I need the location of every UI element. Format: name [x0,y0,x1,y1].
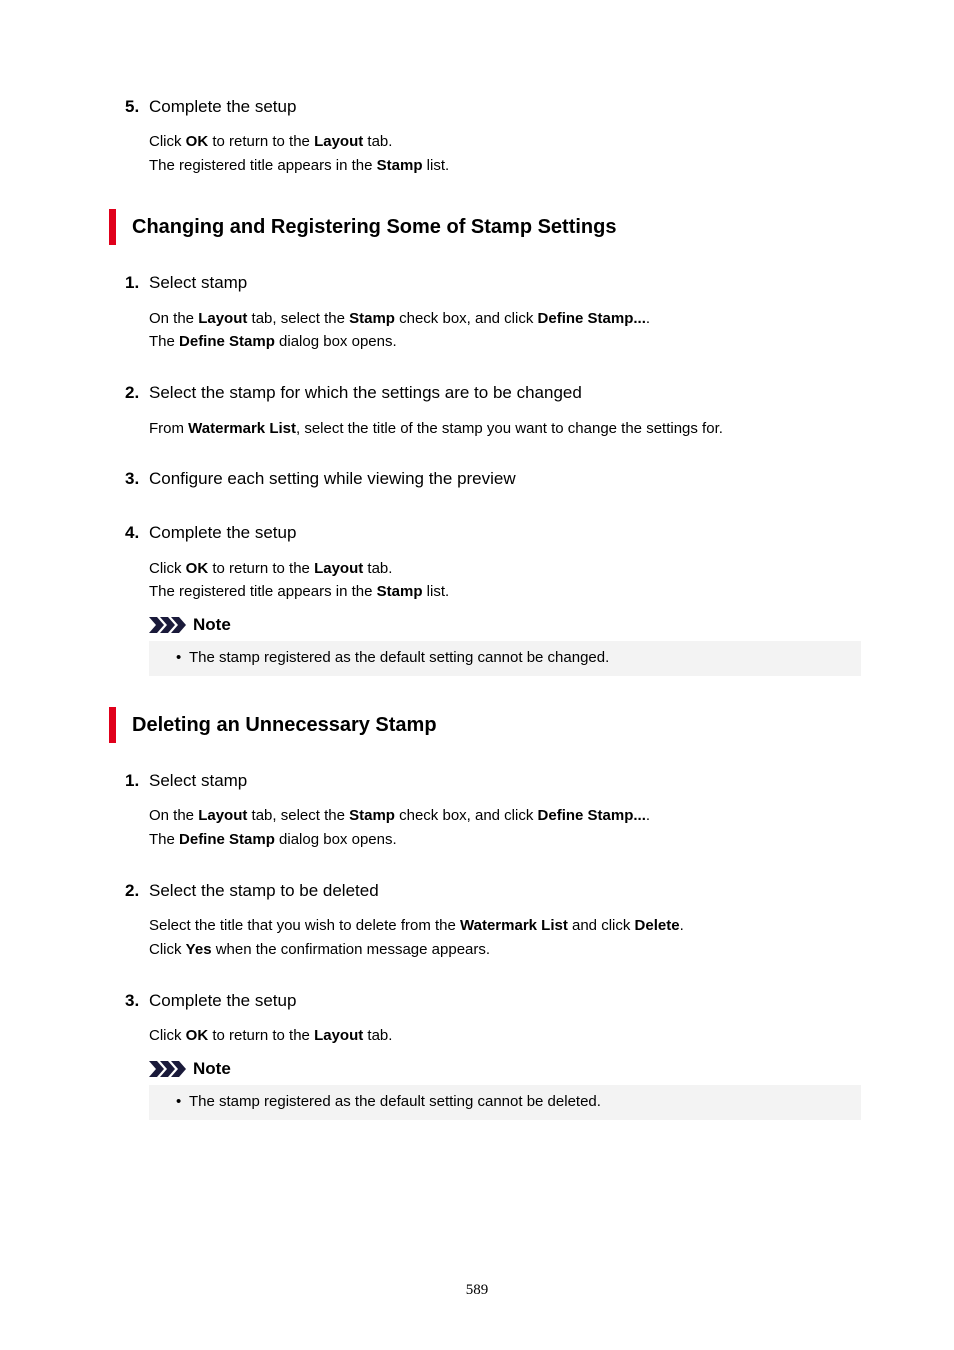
instruction-line: Click OK to return to the Layout tab. [149,1027,393,1044]
instruction-line: On the Layout tab, select the Stamp check box, and click Define Stamp.... [149,807,651,824]
note-heading [149,614,231,636]
step-text: Complete the setup [149,97,297,116]
bullet: • [176,649,182,666]
instruction-line: The registered title appears in the Stamp list. [149,157,450,174]
step-4-title: 4. Complete the setup [125,523,297,542]
stamp-term: Stamp [376,157,423,174]
heading-bar [109,707,116,743]
note-label: Note [193,615,231,634]
instruction-line: From Watermark List, select the title of the stamp you want to change the settings for. [149,420,723,437]
instruction-line: The Define Stamp dialog box opens. [149,333,397,350]
note-box [149,1085,861,1120]
step-2-title: 2. Select the stamp for which the settings are to be changed [125,383,582,402]
note-text: The stamp registered as the default setting cannot be changed. [189,649,610,666]
instruction-line: The registered title appears in the Stamp list. [149,583,450,600]
step-3-title: 3. Complete the setup [125,991,297,1010]
step-1-title: 1. Select stamp [125,273,248,292]
section-title: Changing and Registering Some of Stamp Settings [132,215,617,238]
section-heading-deleting [109,707,437,743]
step-1-title: 1. Select stamp [125,771,248,790]
section-title: Deleting an Unnecessary Stamp [132,713,437,736]
instruction-line: Click OK to return to the Layout tab. [149,133,393,150]
step-2-title: 2. Select the stamp to be deleted [125,881,379,900]
step-number: 5. [125,97,140,116]
step-3-title: 3. Configure each setting while viewing the preview [125,469,516,488]
note-text: The stamp registered as the default setting cannot be deleted. [189,1093,601,1110]
instruction-line: Click OK to return to the Layout tab. [149,560,393,577]
ok-term: OK [185,133,209,150]
section-heading-changing [109,209,616,245]
page-number: 589 [465,1282,489,1298]
note-label: Note [193,1059,231,1078]
note-chevrons-icon [149,617,187,633]
instruction-line: Select the title that you wish to delete from the Watermark List and click Delete. [149,917,684,934]
instruction-line: Click Yes when the confirmation message appears. [149,941,491,958]
heading-bar [109,209,116,245]
instruction-line: On the Layout tab, select the Stamp check box, and click Define Stamp.... [149,310,651,327]
bullet: • [176,1093,182,1110]
step-5-title [125,97,296,117]
note-heading [149,1058,231,1080]
instruction-line: The Define Stamp dialog box opens. [149,831,397,848]
note-chevrons-icon [149,1061,187,1077]
note-box [149,641,861,676]
layout-term: Layout [314,133,364,150]
